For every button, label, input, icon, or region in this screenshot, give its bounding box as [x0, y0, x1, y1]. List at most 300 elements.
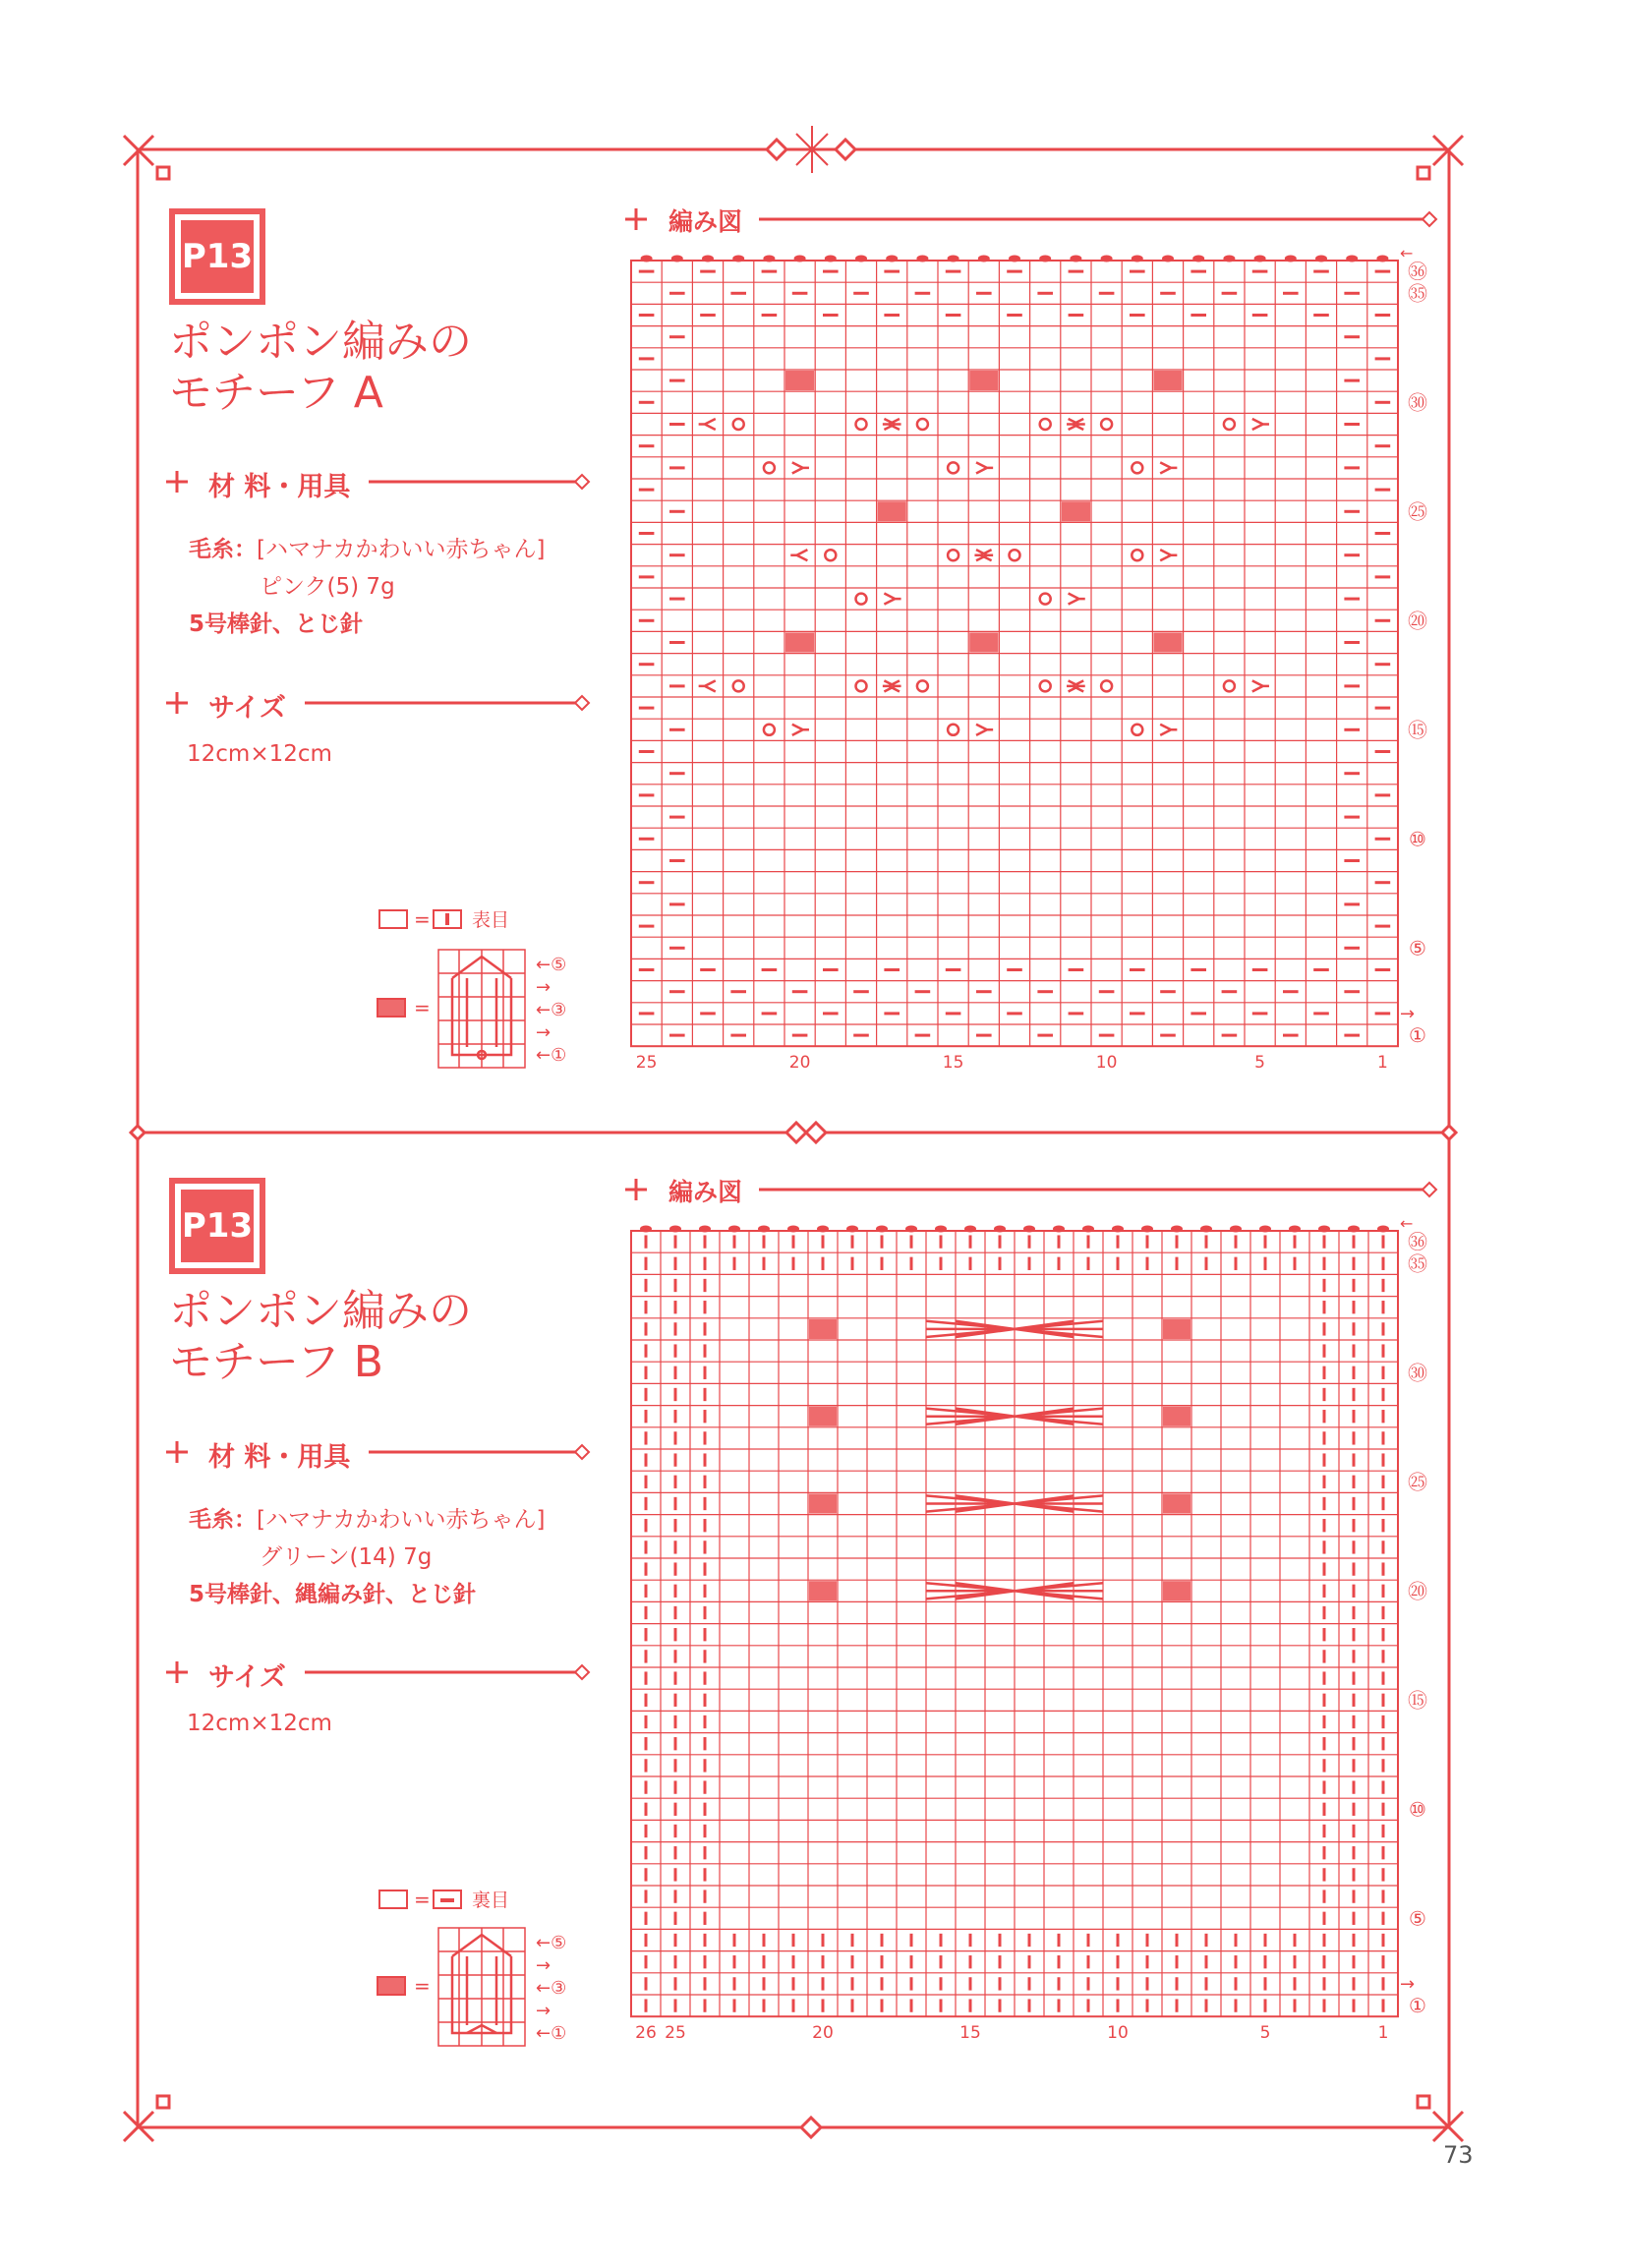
knit-symbol: [1264, 1977, 1267, 1990]
purl-symbol: [1037, 292, 1053, 295]
knit-symbol: [1323, 1410, 1326, 1423]
knit-symbol: [1235, 1257, 1238, 1270]
knit-symbol: [1382, 1541, 1385, 1553]
purl-symbol: [669, 990, 685, 993]
knit-symbol: [1323, 1367, 1326, 1379]
purl-symbol: [762, 968, 778, 971]
knit-symbol: [792, 1977, 795, 1990]
knit-symbol: [674, 1955, 677, 1968]
knit-symbol: [1382, 1694, 1385, 1707]
knit-symbol: [940, 1955, 943, 1968]
purl-symbol: [669, 553, 685, 556]
knit-symbol: [645, 1476, 648, 1488]
knit-symbol: [1205, 1999, 1208, 2011]
yarn-over-symbol: [1101, 419, 1112, 430]
knit-symbol: [969, 1955, 972, 1968]
purl-symbol: [1344, 1034, 1360, 1037]
knit-symbol: [1382, 1562, 1385, 1575]
knit-symbol: [1353, 1716, 1356, 1728]
purl-symbol: [792, 292, 808, 295]
column-number: 1: [1376, 1053, 1388, 1074]
knit-symbol: [704, 1671, 707, 1684]
purl-symbol: [1037, 990, 1053, 993]
knit-symbol: [1382, 1322, 1385, 1335]
purl-symbol: [700, 270, 716, 273]
knit-symbol: [763, 1999, 766, 2011]
purl-symbol: [1344, 292, 1360, 295]
knit-symbol: [674, 1671, 677, 1684]
column-number: 5: [1254, 1053, 1266, 1074]
knit-symbol: [1382, 1344, 1385, 1357]
purl-symbol: [1283, 1034, 1299, 1037]
knit-symbol: [1087, 1977, 1090, 1990]
knit-symbol: [999, 1934, 1002, 1947]
yarn-over-symbol: [917, 680, 928, 691]
row-number: ㊱: [1408, 1230, 1427, 1254]
knit-symbol: [645, 1628, 648, 1641]
chart-grid: [631, 261, 1398, 1046]
purl-symbol: [1375, 532, 1391, 535]
knit-symbol: [1146, 1257, 1149, 1270]
knit-symbol: [674, 1235, 677, 1248]
section-a-legend-empty-cell: [378, 909, 408, 929]
yarn-over-symbol: [1224, 680, 1235, 691]
purl-symbol: [823, 1012, 839, 1015]
knit-symbol: [1323, 1955, 1326, 1968]
knit-symbol: [940, 1977, 943, 1990]
knit-symbol: [881, 1999, 884, 2011]
knit-symbol: [1176, 1999, 1179, 2011]
decrease-symbol: [699, 680, 716, 691]
knit-symbol: [1323, 1671, 1326, 1684]
knit-symbol: [1235, 1955, 1238, 1968]
knit-symbol: [969, 1235, 972, 1248]
yarn-over-symbol: [1040, 594, 1051, 605]
decrease-symbol: [976, 725, 993, 735]
knit-symbol: [1294, 1955, 1297, 1968]
purl-symbol: [1190, 968, 1206, 971]
knit-symbol: [1353, 1322, 1356, 1335]
knit-symbol: [645, 1541, 648, 1553]
knit-symbol: [1382, 1650, 1385, 1662]
column-number: 10: [1095, 1053, 1118, 1074]
knit-symbol: [1353, 1912, 1356, 1925]
decrease-symbol: [1160, 462, 1177, 473]
knit-symbol: [704, 1431, 707, 1444]
knit-symbol: [1382, 1803, 1385, 1816]
knit-symbol: [881, 1955, 884, 1968]
purl-symbol: [669, 598, 685, 601]
knit-symbol: [1382, 1519, 1385, 1532]
knit-symbol: [645, 1257, 648, 1270]
yarn-over-symbol: [1132, 462, 1142, 473]
knit-symbol: [1205, 1235, 1208, 1248]
purl-symbol: [669, 379, 685, 382]
knit-symbol: [674, 1279, 677, 1292]
decrease-symbol: [699, 419, 716, 430]
yarn-over-symbol: [856, 419, 867, 430]
knit-symbol: [851, 1977, 854, 1990]
knit-symbol: [1323, 1803, 1326, 1816]
knit-symbol: [1323, 1890, 1326, 1902]
knit-symbol: [1058, 1999, 1061, 2011]
purl-symbol: [1160, 1034, 1176, 1037]
section-a-chart-heading: 編み図: [668, 207, 743, 236]
column-number: 15: [959, 2023, 981, 2044]
purl-symbol: [1375, 838, 1391, 841]
purl-symbol: [669, 423, 685, 426]
knit-symbol: [1323, 1257, 1326, 1270]
purl-symbol: [1283, 990, 1299, 993]
knit-symbol: [645, 1955, 648, 1968]
purl-symbol: [1375, 968, 1391, 971]
knit-symbol: [645, 1716, 648, 1728]
knit-symbol: [1323, 1541, 1326, 1553]
purl-symbol: [700, 1012, 716, 1015]
knit-symbol: [1382, 1890, 1385, 1902]
purl-symbol: [639, 838, 655, 841]
knit-symbol: [1028, 1934, 1031, 1947]
yarn-over-symbol: [1224, 419, 1235, 430]
knit-symbol: [704, 1322, 707, 1335]
knit-symbol: [910, 1977, 913, 1990]
column-number: 5: [1259, 2023, 1271, 2044]
knit-symbol: [792, 1934, 795, 1947]
purl-symbol: [639, 444, 655, 447]
knit-symbol: [1353, 1257, 1356, 1270]
knit-symbol: [1146, 1235, 1149, 1248]
purl-symbol: [669, 510, 685, 513]
yarn-over-symbol: [764, 725, 775, 735]
knit-symbol: [1205, 1257, 1208, 1270]
knit-symbol: [881, 1977, 884, 1990]
purl-symbol: [884, 314, 900, 317]
knit-symbol: [792, 1257, 795, 1270]
knit-symbol: [1117, 1257, 1120, 1270]
knit-symbol: [645, 1671, 648, 1684]
knit-symbol: [1087, 1955, 1090, 1968]
purl-symbol: [884, 968, 900, 971]
knit-symbol: [1353, 1868, 1356, 1881]
purl-symbol: [976, 1034, 992, 1037]
section-b-legend-text: 裏目: [472, 1890, 510, 1911]
knit-symbol: [1382, 1825, 1385, 1837]
knit-symbol: [674, 1344, 677, 1357]
knit-symbol: [1382, 1388, 1385, 1401]
knit-symbol: [704, 1955, 707, 1968]
section-b-title: ポンポン編みの モチーフ B: [169, 1286, 472, 1387]
knit-symbol: [1028, 1257, 1031, 1270]
column-number: 15: [942, 1053, 964, 1074]
section-b-chart-rule: [621, 1175, 1447, 1204]
yarn-over-symbol: [1132, 725, 1142, 735]
knit-symbol: [1353, 1235, 1356, 1248]
knit-symbol: [763, 1955, 766, 1968]
purl-symbol: [1375, 357, 1391, 360]
purl-symbol: [946, 314, 961, 317]
knit-symbol: [1058, 1235, 1061, 1248]
knit-symbol: [1353, 1890, 1356, 1902]
knit-symbol: [704, 1650, 707, 1662]
pompom-cell: [809, 1493, 837, 1513]
knit-symbol: [645, 1846, 648, 1859]
knit-symbol: [881, 1934, 884, 1947]
knit-symbol: [1117, 1955, 1120, 1968]
pompom-cell: [1153, 632, 1182, 652]
knit-symbol: [645, 1344, 648, 1357]
knit-symbol: [1205, 1977, 1208, 1990]
purl-symbol: [639, 314, 655, 317]
purl-symbol: [1344, 990, 1360, 993]
section-b-materials: 毛糸：[ハマナカかわいい赤ちゃん] グリーン(14) 7g 5号棒針、縄編み針、とじ針: [189, 1507, 546, 1607]
section-b-size-heading: サイズ: [208, 1662, 286, 1693]
purl-symbol: [730, 990, 746, 993]
section-a-legend-eq: =: [414, 907, 431, 931]
purl-symbol: [1344, 902, 1360, 905]
knit-symbol: [704, 1628, 707, 1641]
decrease-symbol: [792, 725, 809, 735]
knit-symbol: [645, 1912, 648, 1925]
knit-symbol: [1323, 1453, 1326, 1466]
knit-symbol: [940, 1257, 943, 1270]
section-b-size: 12cm×12cm: [187, 1711, 332, 1736]
knit-symbol: [1323, 1737, 1326, 1750]
knit-symbol: [1382, 1977, 1385, 1990]
knit-symbol: [704, 1868, 707, 1881]
knit-symbol: [674, 1628, 677, 1641]
knit-symbol: [1323, 1846, 1326, 1859]
section-a-pompom-rows: ←⑤ → ←③ → ←①: [536, 955, 567, 1066]
knit-symbol: [822, 1934, 825, 1947]
knit-symbol: [1353, 1737, 1356, 1750]
knit-symbol: [1382, 1279, 1385, 1292]
yarn-over-symbol: [1040, 419, 1051, 430]
knit-symbol: [704, 1606, 707, 1619]
yarn-over-symbol: [917, 419, 928, 430]
knit-symbol: [704, 1890, 707, 1902]
knit-symbol: [1382, 1497, 1385, 1510]
section-a-pompom-diagram: [437, 949, 526, 1069]
knit-symbol: [645, 1977, 648, 1990]
knit-symbol: [704, 1344, 707, 1357]
purl-symbol: [1252, 314, 1268, 317]
knit-symbol: [674, 1759, 677, 1772]
knit-symbol: [1205, 1955, 1208, 1968]
yarn-over-symbol: [733, 680, 744, 691]
knit-symbol: [704, 1388, 707, 1401]
knit-symbol: [704, 1476, 707, 1488]
knit-symbol: [1353, 1410, 1356, 1423]
purl-symbol: [1375, 1012, 1391, 1015]
knit-symbol: [1382, 1606, 1385, 1619]
knit-symbol: [822, 1235, 825, 1248]
knit-symbol: [792, 1955, 795, 1968]
purl-symbol: [1313, 314, 1329, 317]
knit-symbol: [1087, 1934, 1090, 1947]
knit-symbol: [1323, 1562, 1326, 1575]
purl-symbol: [1375, 793, 1391, 796]
purl-symbol: [669, 641, 685, 644]
purl-symbol: [669, 335, 685, 338]
section-b-legend-empty-cell: [378, 1890, 408, 1909]
knit-symbol: [704, 1235, 707, 1248]
knit-symbol: [1323, 1999, 1326, 2011]
purl-symbol: [1222, 1034, 1238, 1037]
knit-symbol: [1323, 1825, 1326, 1837]
purl-symbol: [639, 401, 655, 404]
purl-symbol: [1375, 444, 1391, 447]
knit-symbol: [1087, 1999, 1090, 2011]
section-b-materials-heading: 材 料・用具: [208, 1442, 351, 1473]
knit-symbol: [704, 1934, 707, 1947]
purl-symbol: [639, 1012, 655, 1015]
knit-symbol: [1176, 1955, 1179, 1968]
knit-symbol: [969, 1999, 972, 2011]
section-b-legend-eq-2: =: [414, 1974, 431, 1998]
knit-symbol: [1028, 1955, 1031, 1968]
purl-symbol: [1313, 270, 1329, 273]
purl-symbol: [1160, 990, 1176, 993]
knit-symbol: [733, 1955, 736, 1968]
purl-symbol: [1130, 270, 1145, 273]
knit-symbol: [674, 1977, 677, 1990]
knit-symbol: [1382, 1453, 1385, 1466]
knit-symbol: [674, 1650, 677, 1662]
knit-symbol: [1205, 1934, 1208, 1947]
purl-symbol: [639, 270, 655, 273]
purl-symbol: [1069, 314, 1084, 317]
purl-symbol: [1344, 379, 1360, 382]
knit-symbol: [674, 1999, 677, 2011]
knit-symbol: [704, 1694, 707, 1707]
purl-symbol: [669, 859, 685, 862]
knit-symbol: [851, 1955, 854, 1968]
knit-symbol: [645, 1890, 648, 1902]
knit-symbol: [1353, 1977, 1356, 1990]
purl-symbol: [1344, 553, 1360, 556]
knit-symbol: [704, 1780, 707, 1793]
knit-symbol: [851, 1934, 854, 1947]
section-b-legend-pompom-cell: [377, 1976, 406, 1996]
purl-symbol: [1007, 270, 1022, 273]
pompom-cell: [1163, 1581, 1190, 1600]
purl-symbol: [730, 1034, 746, 1037]
knit-symbol: [674, 1868, 677, 1881]
knit-symbol: [1353, 1585, 1356, 1598]
pompom-cell: [1153, 371, 1182, 390]
knit-symbol: [1264, 1257, 1267, 1270]
knit-symbol: [733, 1999, 736, 2011]
knit-symbol: [910, 1955, 913, 1968]
knit-symbol: [1235, 1934, 1238, 1947]
purl-symbol: [1344, 466, 1360, 469]
purl-symbol: [1007, 968, 1022, 971]
knit-symbol: [763, 1235, 766, 1248]
knit-symbol: [704, 1541, 707, 1553]
knit-symbol: [822, 1257, 825, 1270]
purl-symbol: [639, 881, 655, 884]
knit-symbol: [969, 1934, 972, 1947]
knit-symbol: [1382, 1912, 1385, 1925]
knit-symbol: [645, 1759, 648, 1772]
knit-symbol: [704, 1977, 707, 1990]
knit-symbol: [674, 1388, 677, 1401]
section-a-legend-pompom-cell: [377, 998, 406, 1018]
knit-symbol: [674, 1476, 677, 1488]
knit-symbol: [645, 1868, 648, 1881]
yarn-over-symbol: [764, 462, 775, 473]
knit-symbol: [674, 1694, 677, 1707]
knit-symbol: [645, 1585, 648, 1598]
knit-symbol: [733, 1235, 736, 1248]
knit-symbol: [1353, 1497, 1356, 1510]
knit-symbol: [1028, 1235, 1031, 1248]
purl-symbol: [884, 270, 900, 273]
knit-symbol: [674, 1912, 677, 1925]
purl-symbol: [1069, 1012, 1084, 1015]
knit-symbol: [1323, 1694, 1326, 1707]
purl-symbol: [639, 575, 655, 578]
knit-symbol: [1294, 1257, 1297, 1270]
purl-symbol: [1069, 270, 1084, 273]
purl-symbol: [1375, 881, 1391, 884]
purl-symbol: [1344, 772, 1360, 775]
purl-symbol: [669, 292, 685, 295]
purl-symbol: [1252, 1012, 1268, 1015]
purl-symbol: [1375, 925, 1391, 928]
knit-symbol: [674, 1562, 677, 1575]
knit-symbol: [1353, 1999, 1356, 2011]
decrease-symbol: [1160, 725, 1177, 735]
purl-symbol: [1375, 401, 1391, 404]
knit-symbol: [763, 1934, 766, 1947]
knit-symbol: [1176, 1934, 1179, 1947]
knit-symbol: [704, 1825, 707, 1837]
knit-symbol: [704, 1519, 707, 1532]
purl-symbol: [669, 1034, 685, 1037]
knit-symbol: [674, 1890, 677, 1902]
knit-symbol: [645, 1388, 648, 1401]
knit-symbol: [881, 1235, 884, 1248]
row-number: ⑳: [1408, 609, 1427, 633]
purl-symbol: [946, 270, 961, 273]
purl-symbol: [669, 816, 685, 819]
pompom-cell: [809, 1407, 837, 1426]
purl-symbol: [1344, 641, 1360, 644]
knit-symbol: [1382, 1999, 1385, 2011]
knit-symbol: [733, 1977, 736, 1990]
yarn-over-symbol: [1132, 550, 1142, 560]
knit-symbol: [1353, 1453, 1356, 1466]
column-number: 25: [665, 2023, 686, 2044]
purl-symbol: [915, 292, 931, 295]
knit-symbol: [1294, 1235, 1297, 1248]
knit-symbol: [763, 1257, 766, 1270]
row-number: ⑤: [1409, 936, 1426, 960]
knit-symbol: [674, 1431, 677, 1444]
purl-symbol: [1375, 314, 1391, 317]
section-b-badge: P13: [169, 1178, 265, 1274]
row-number: ㉟: [1408, 281, 1427, 306]
purl-symbol: [976, 292, 992, 295]
knit-symbol: [674, 1541, 677, 1553]
section-b-pompom-rows: ←⑤ → ←③ → ←①: [536, 1933, 567, 2044]
knit-symbol: [1323, 1585, 1326, 1598]
page-number: 73: [1443, 2141, 1474, 2169]
column-number: 26: [635, 2023, 657, 2044]
pompom-cell: [969, 371, 998, 390]
knit-symbol: [1353, 1671, 1356, 1684]
